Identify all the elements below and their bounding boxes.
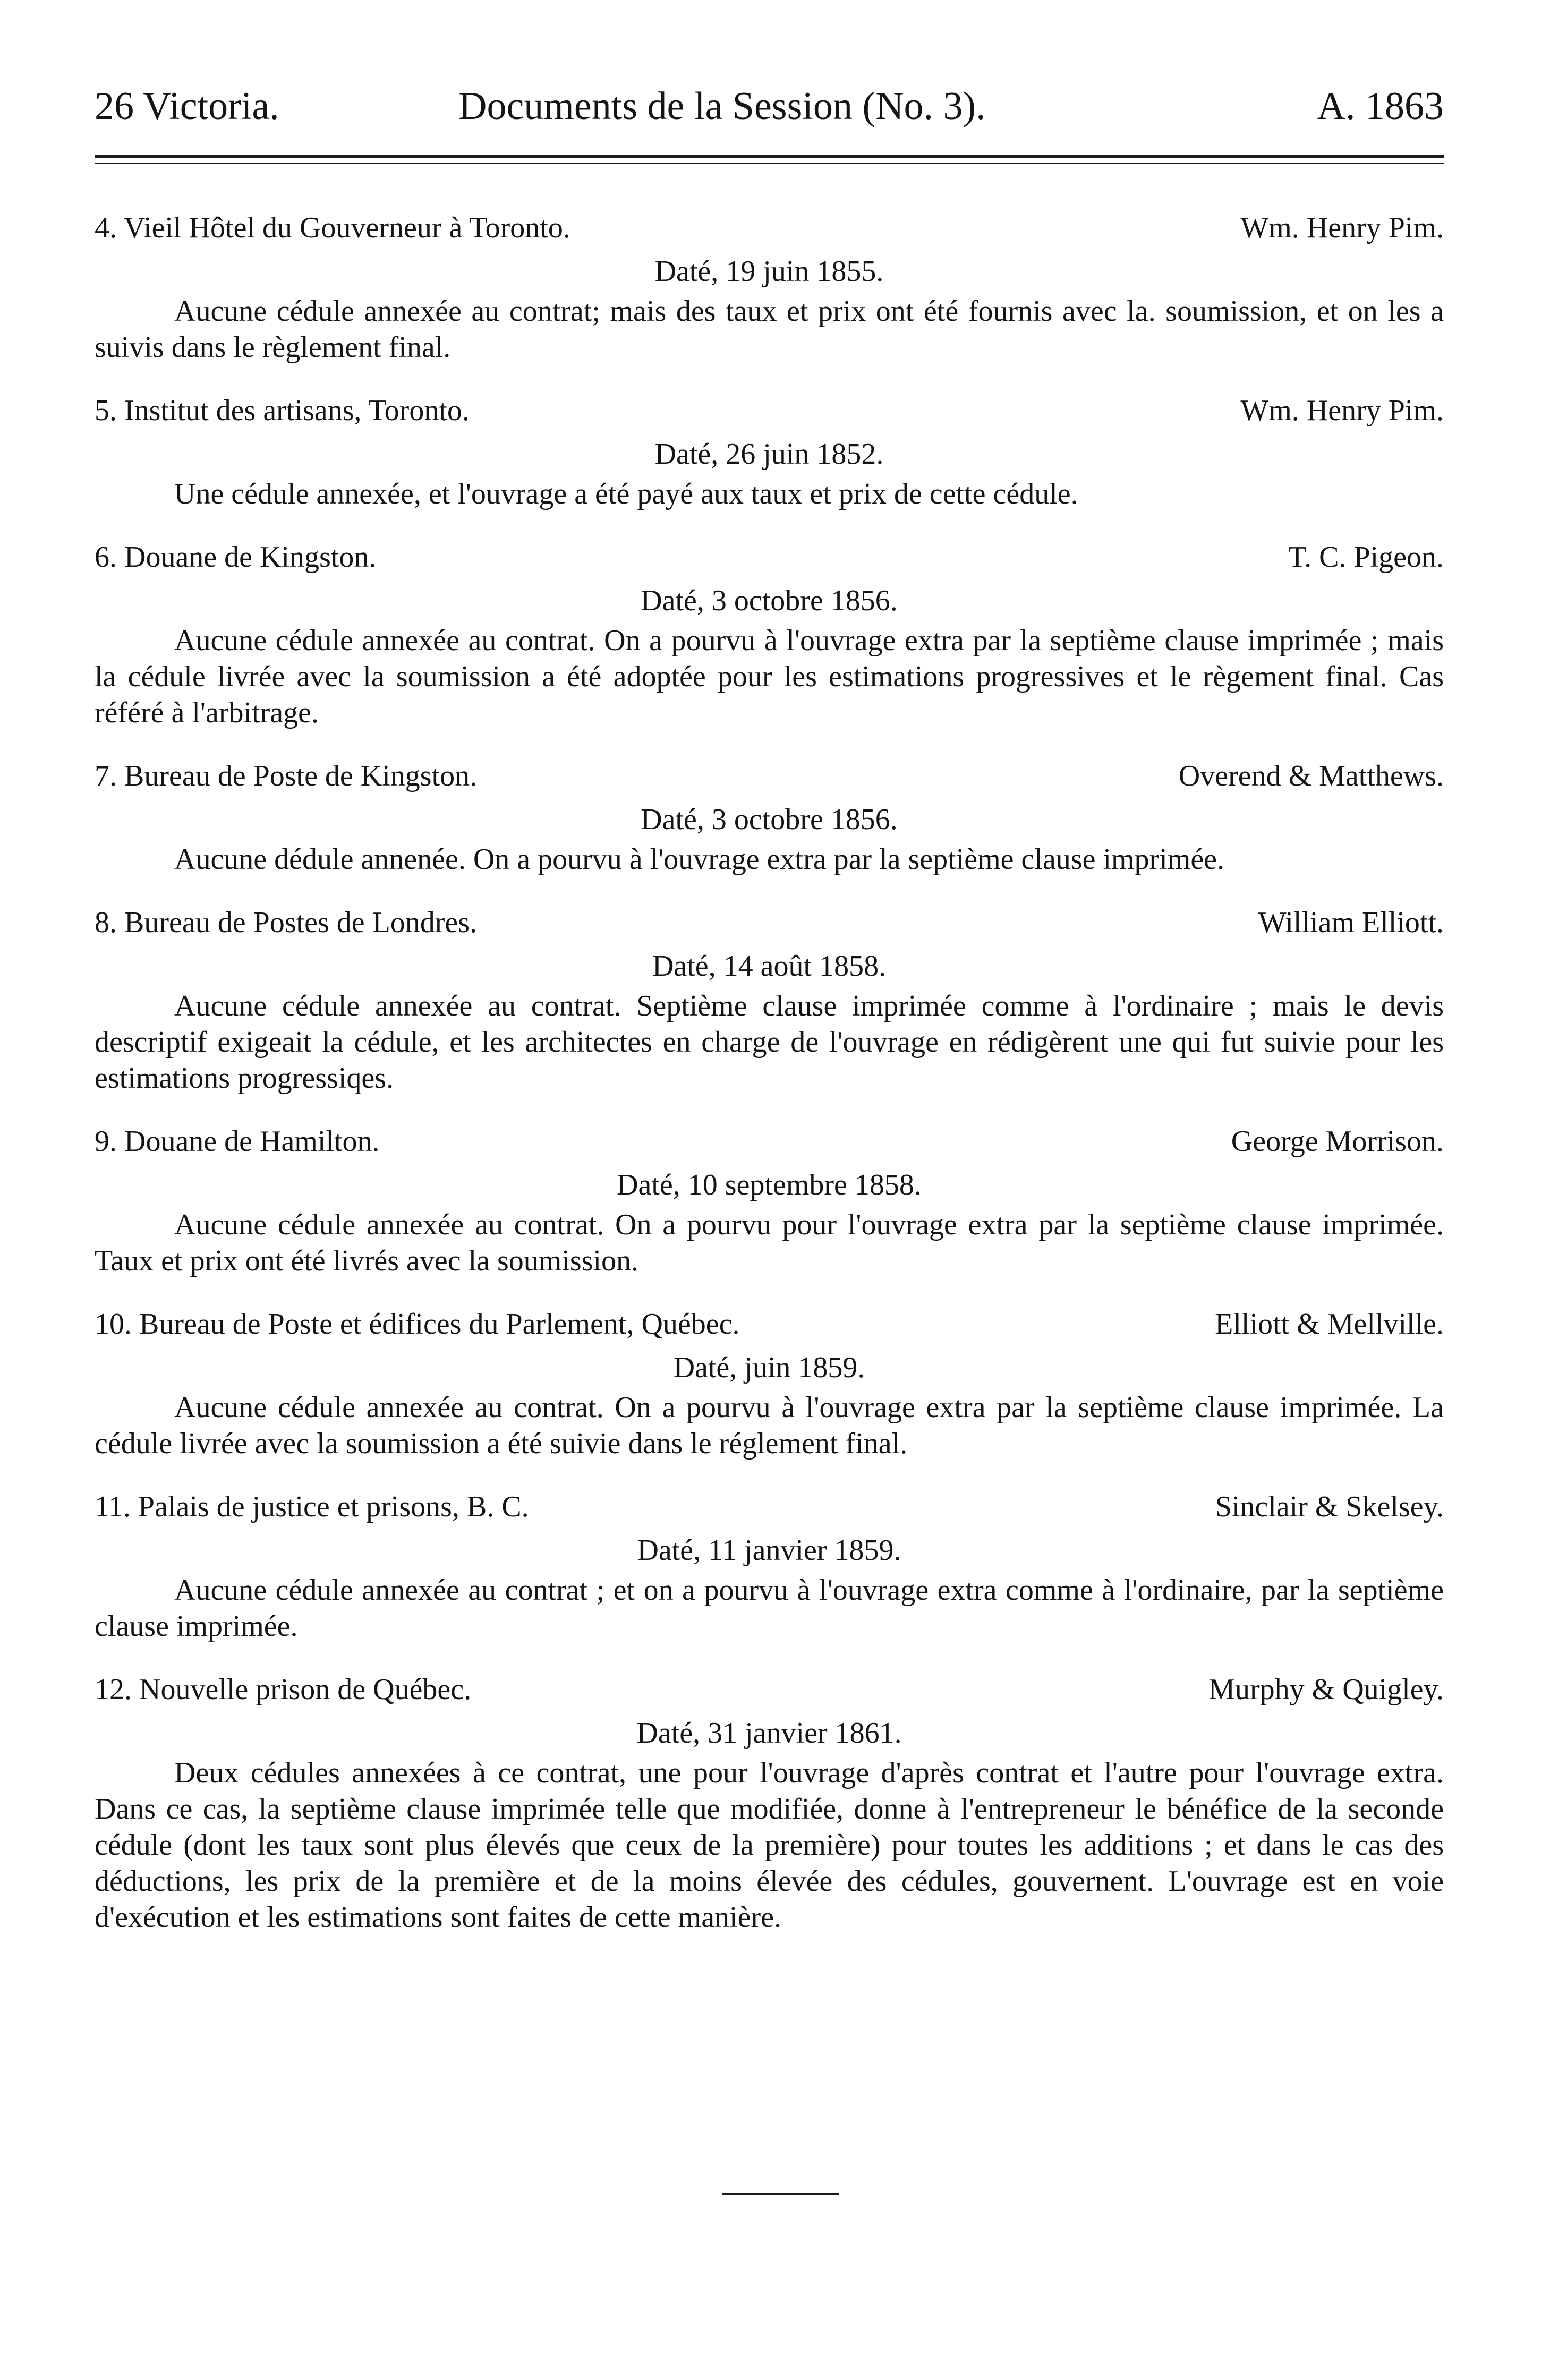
header-year: A. 1863	[1317, 84, 1444, 128]
entry-place-name: Bureau de Postes de Londres.	[124, 906, 478, 939]
entry-date: Daté, 3 octobre 1856.	[641, 584, 898, 617]
entry-place	[95, 1302, 740, 1346]
end-rule	[722, 2193, 839, 2195]
entry	[95, 535, 1444, 731]
entry-place-name: Palais de justice et prisons, B. C.	[138, 1490, 529, 1523]
entry-heading	[95, 1302, 1444, 1346]
entry-description: Aucune cédule annexée au contrat. On a pourvu pour l'ouvrage extra par la septième clause imprimée. Taux et prix ont été livrés avec la soumission.	[95, 1208, 1444, 1277]
entry	[95, 206, 1444, 365]
entry-heading	[95, 206, 1444, 250]
entry-contractor: Elliott & Mellville.	[1215, 1308, 1444, 1341]
entry-date: Daté, 11 janvier 1859.	[637, 1534, 901, 1567]
entry-date: Daté, 10 septembre 1858.	[617, 1168, 922, 1201]
entry-description: Aucune cédule annexée au contrat. On a pourvu à l'ouvrage extra par la septième clause imprimée ; mais la cédule livrée avec la soumission a été adoptée pour les estimations progressives et le règement final. Cas référé à l'arbitrage.	[95, 624, 1444, 729]
entry-date: Daté, 19 juin 1855.	[654, 255, 884, 288]
entry-date: Daté, juin 1859.	[673, 1351, 865, 1384]
entry-number: 10.	[95, 1308, 132, 1341]
entry-number: 9.	[95, 1125, 117, 1158]
entries-list	[95, 206, 1444, 1959]
entry-number: 8.	[95, 906, 117, 939]
entry-number: 7.	[95, 760, 117, 792]
entry-contractor: T. C. Pigeon.	[1288, 541, 1444, 574]
entry	[95, 901, 1444, 1096]
entry-date: Daté, 31 janvier 1861.	[636, 1717, 902, 1750]
entry-contractor: Wm. Henry Pim.	[1240, 394, 1444, 427]
entry-date: Daté, 3 octobre 1856.	[641, 803, 898, 836]
entry-number: 12.	[95, 1673, 132, 1706]
entry-contractor: Overend & Matthews.	[1178, 760, 1444, 792]
entry-number: 11.	[95, 1490, 131, 1523]
entry-description: Aucune cédule annexée au contrat ; et on a pourvu à l'ouvrage extra comme à l'ordinaire, par la septième clause imprimée.	[95, 1574, 1444, 1643]
entry-contractor: Murphy & Quigley.	[1208, 1673, 1444, 1706]
entry-description: Aucune dédule annenée. On a pourvu à l'ouvrage extra par la septième clause imprimée.	[174, 843, 1225, 876]
entry-place	[95, 1120, 380, 1163]
header-regnal-year: 26 Victoria.	[95, 84, 279, 128]
entry-heading	[95, 754, 1444, 798]
entry-contractor: Sinclair & Skelsey.	[1215, 1490, 1444, 1523]
entry-description: Aucune cédule annexée au contrat. On a pourvu à l'ouvrage extra par la septième clause imprimée. La cédule livrée avec la soumission a été suivie dans le réglement final.	[95, 1391, 1444, 1460]
entry	[95, 1120, 1444, 1279]
entry-heading	[95, 1120, 1444, 1163]
entry-place-name: Institut des artisans, Toronto.	[124, 394, 470, 427]
entry-place	[95, 389, 470, 432]
entry-place-name: Douane de Hamilton.	[124, 1125, 380, 1158]
entry-place	[95, 901, 477, 944]
entry-place	[95, 1485, 529, 1529]
header-rule-thin	[95, 163, 1444, 164]
entry-place	[95, 754, 477, 798]
entry	[95, 1302, 1444, 1462]
entry-number: 4.	[95, 211, 117, 244]
entry	[95, 1485, 1444, 1644]
entry-date: Daté, 14 août 1858.	[652, 950, 887, 983]
entry-contractor: Wm. Henry Pim.	[1240, 211, 1444, 244]
running-header	[95, 80, 1444, 133]
header-rule-thick	[95, 155, 1444, 158]
entry-heading	[95, 901, 1444, 944]
entry-description: Aucune cédule annexée au contrat; mais des taux et prix ont été fournis avec la. soumission, et on les a suivis dans le règlement final.	[95, 295, 1444, 364]
entry	[95, 754, 1444, 877]
entry-number: 6.	[95, 541, 117, 574]
entry-heading	[95, 535, 1444, 579]
entry-description: Aucune cédule annexée au contrat. Septième clause imprimée comme à l'ordinaire ; mais le devis descriptif exigeait la cédule, et les architectes en charge de l'ouvrage en rédigèrent une qui fut suivie pour les estimations progressiqes.	[95, 989, 1444, 1095]
entry-heading	[95, 389, 1444, 432]
entry-place-name: Bureau de Poste et édifices du Parlement, Québec.	[139, 1308, 740, 1341]
entry-contractor: William Elliott.	[1258, 906, 1444, 939]
entry-date: Daté, 26 juin 1852.	[654, 438, 884, 471]
entry-contractor: George Morrison.	[1231, 1125, 1444, 1158]
entry	[95, 389, 1444, 512]
entry-place-name: Nouvelle prison de Québec.	[139, 1673, 472, 1706]
entry-place	[95, 1668, 471, 1711]
entry-place-name: Douane de Kingston.	[124, 541, 377, 574]
entry-place	[95, 206, 570, 250]
entry-place	[95, 535, 376, 579]
entry-place-name: Vieil Hôtel du Gouverneur à Toronto.	[124, 211, 570, 244]
entry-place-name: Bureau de Poste de Kingston.	[124, 760, 478, 792]
header-title: Documents de la Session (No. 3).	[458, 84, 986, 128]
entry-number: 5.	[95, 394, 117, 427]
entry	[95, 1668, 1444, 1935]
entry-heading	[95, 1668, 1444, 1711]
entry-description: Une cédule annexée, et l'ouvrage a été payé aux taux et prix de cette cédule.	[174, 477, 1078, 510]
entry-heading	[95, 1485, 1444, 1529]
entry-description: Deux cédules annexées à ce contrat, une pour l'ouvrage d'après contrat et l'autre pour l'ouvrage extra. Dans ce cas, la septième clause imprimée telle que modifiée, donne à l'entrepreneur le bénéfice de la seconde cédule (dont les taux sont plus élevés que ceux de la première) pour toutes les additions ; et dans le cas des déductions, les prix de la première et de la moins élevée des cédules, gouvernent. L'ouvrage est en voie d'exécution et les estimations sont faites de cette manière.	[95, 1756, 1444, 1934]
